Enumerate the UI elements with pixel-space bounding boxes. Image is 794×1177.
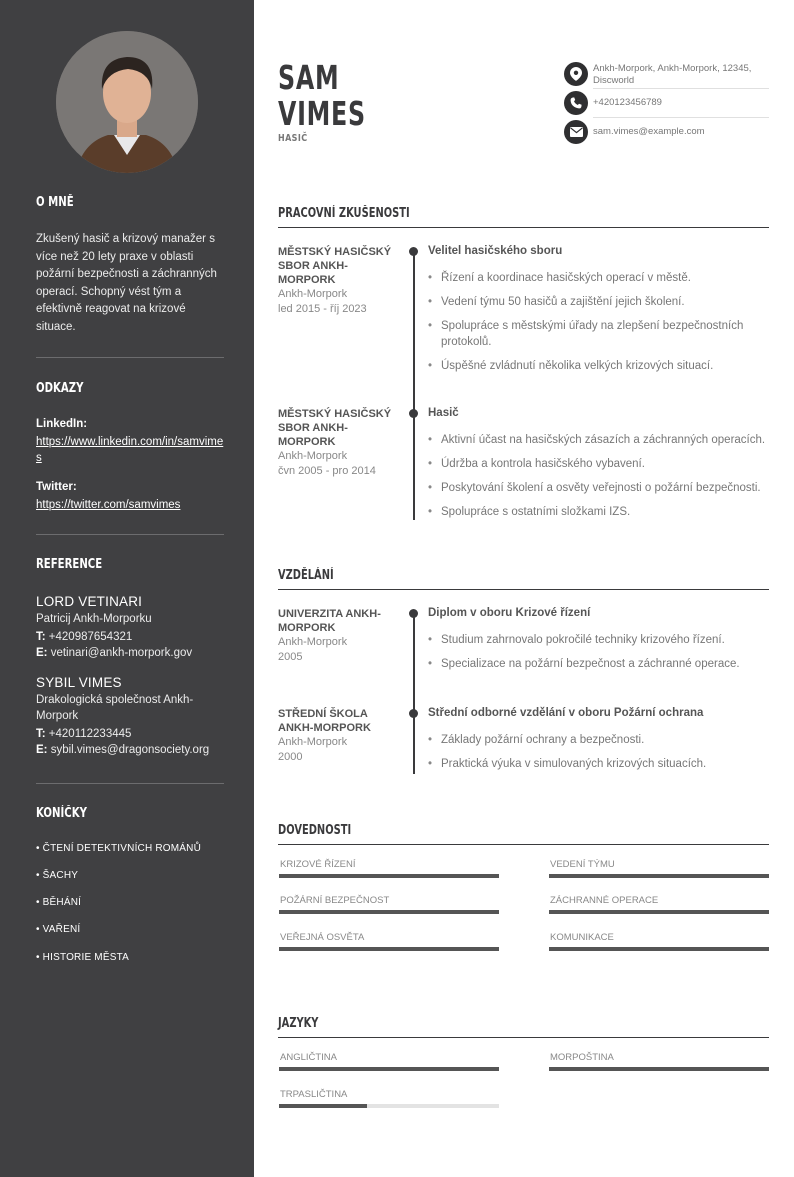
reference-name: SYBIL VIMES (36, 675, 122, 690)
education-degree: Diplom v oboru Krizové řízení (428, 607, 591, 619)
education-bullets (428, 732, 770, 780)
last-name: VIMES (278, 94, 366, 133)
about-heading: O MNĚ (36, 195, 74, 210)
contact-address: Ankh-Morpork, Ankh-Morpork, 12345, Discworld (593, 63, 752, 86)
experience-position: Hasič (428, 407, 459, 419)
education-bullets (428, 632, 770, 680)
reference-name: LORD VETINARI (36, 594, 143, 609)
skill-bar (549, 910, 769, 914)
list-item: • Spolupráce s městskými úřady na zlepšení bezpečnostních protokolů. (428, 318, 770, 350)
hobby-item: • HISTORIE MĚSTA (36, 952, 130, 963)
skill-item (279, 932, 499, 951)
language-bar (549, 1067, 769, 1071)
language-item (549, 1052, 769, 1071)
timeline-dot (409, 247, 418, 256)
skill-bar (279, 947, 499, 951)
skill-item (279, 895, 499, 914)
portrait-image (56, 31, 198, 173)
skills-heading: DOVEDNOSTI (278, 823, 352, 838)
education-location: Ankh-Morpork (278, 736, 348, 748)
list-item: • Základy požární ochrany a bezpečnosti. (428, 732, 770, 748)
reference-phone: T: +420987654321 (36, 630, 133, 643)
divider (36, 783, 224, 784)
section-rule (278, 227, 769, 228)
about-text: Zkušený hasič a krizový manažer s více než 20 lety praxe v oblasti požární bezpečnosti a záchranných operací. Schopný vést tým a efektivně reagovat na krizové situace. (36, 233, 217, 333)
skill-label: VEDENÍ TÝMU (550, 859, 615, 870)
location-icon (564, 62, 588, 86)
reference-item (36, 674, 224, 758)
skill-label: KOMUNIKACE (550, 932, 614, 943)
job-role: HASIČ (278, 133, 308, 144)
section-rule (278, 589, 769, 590)
reference-item (36, 593, 224, 661)
skill-bar (279, 874, 499, 878)
list-item: • Praktická výuka v simulovaných krizových situacích. (428, 756, 770, 772)
skill-item (549, 895, 769, 914)
twitter-label: Twitter: (36, 481, 77, 493)
section-rule (278, 844, 769, 845)
experience-location: Ankh-Morpork (278, 450, 348, 462)
skill-item (279, 859, 499, 878)
linkedin-label: LinkedIn: (36, 418, 88, 430)
references-heading: REFERENCE (36, 557, 103, 572)
language-label: TRPASLIČTINA (280, 1089, 348, 1100)
education-heading: VZDĚLÁNÍ (278, 568, 334, 583)
divider (36, 357, 224, 358)
twitter-link[interactable]: https://twitter.com/samvimes (36, 498, 181, 511)
hobbies-heading: KONÍČKY (36, 806, 87, 821)
sidebar (0, 0, 254, 1177)
hobby-item: • ČTENÍ DETEKTIVNÍCH ROMÁNŮ (36, 843, 202, 854)
list-item: • Spolupráce s ostatními složkami IZS. (428, 504, 770, 520)
section-rule (278, 1037, 769, 1038)
email-icon (564, 120, 588, 144)
contact-phone[interactable]: +420123456789 (593, 97, 662, 108)
experience-bullets (428, 432, 770, 528)
links-heading: ODKAZY (36, 381, 84, 396)
language-item (279, 1089, 499, 1108)
experience-org: MĚSTSKÝ HASIČSKÝ SBOR ANKH-MORPORK Ankh-Morpork čvn 2005 - pro 2014 (278, 407, 398, 479)
language-item (279, 1052, 499, 1071)
skill-label: ZÁCHRANNÉ OPERACE (550, 895, 659, 906)
hobby-item: • ŠACHY (36, 870, 79, 881)
languages-heading: JAZYKY (278, 1016, 319, 1031)
language-label: ANGLIČTINA (280, 1052, 338, 1063)
experience-timeline (413, 252, 415, 520)
reference-email: E: sybil.vimes@dragonsociety.org (36, 743, 210, 756)
reference-org: Patricij Ankh-Morporku (36, 612, 152, 625)
list-item: • Vedení týmu 50 hasičů a zajištění jejich školení. (428, 294, 770, 310)
hobby-item: • BĚHÁNÍ (36, 897, 82, 908)
phone-icon (564, 91, 588, 115)
reference-org: Drakologická společnost Ankh-Morpork (36, 693, 194, 722)
list-item: • Úspěšné zvládnutí několika velkých krizových situací. (428, 358, 770, 374)
reference-phone: T: +420112233445 (36, 727, 132, 740)
education-dates: 2000 (278, 751, 303, 763)
list-item: • Specializace na požární bezpečnost a záchranné operace. (428, 656, 770, 672)
skill-label: KRIZOVÉ ŘÍZENÍ (280, 859, 356, 870)
skill-bar (549, 947, 769, 951)
skill-item (549, 859, 769, 878)
experience-dates: led 2015 - říj 2023 (278, 303, 367, 315)
list-item: • Poskytování školení a osvěty veřejnosti o požární bezpečnosti. (428, 480, 770, 496)
experience-heading: PRACOVNÍ ZKUŠENOSTI (278, 206, 410, 221)
experience-location: Ankh-Morpork (278, 288, 348, 300)
link-block-linkedin (36, 416, 224, 466)
reference-email: E: vetinari@ankh-morpork.gov (36, 646, 193, 659)
education-org: STŘEDNÍ ŠKOLA ANKH-MORPORK Ankh-Morpork 2000 (278, 707, 398, 765)
timeline-dot (409, 409, 418, 418)
education-timeline (413, 614, 415, 774)
avatar (56, 31, 198, 173)
first-name: SAM (278, 58, 340, 97)
timeline-dot (409, 609, 418, 618)
timeline-dot (409, 709, 418, 718)
divider (36, 534, 224, 535)
linkedin-link[interactable]: https://www.linkedin.com/in/samvimes (36, 435, 224, 464)
list-item: • Studium zahrnovalo pokročilé techniky krizového řízení. (428, 632, 770, 648)
contact-email[interactable]: sam.vimes@example.com (593, 126, 705, 137)
education-location: Ankh-Morpork (278, 636, 348, 648)
language-label: MORPOŠTINA (550, 1052, 614, 1063)
experience-position: Velitel hasičského sboru (428, 245, 563, 257)
education-degree: Střední odborné vzdělání v oboru Požární ochrana (428, 707, 704, 719)
skill-label: POŽÁRNÍ BEZPEČNOST (280, 895, 390, 906)
list-item: • Aktivní účast na hasičských zásazích a záchranných operacích. (428, 432, 770, 448)
link-block-twitter (36, 479, 224, 513)
divider (593, 117, 769, 118)
list-item: • Údržba a kontrola hasičského vybavení. (428, 456, 770, 472)
skill-bar (549, 874, 769, 878)
language-bar (279, 1104, 499, 1108)
experience-dates: čvn 2005 - pro 2014 (278, 465, 376, 477)
hobby-item: • VAŘENÍ (36, 924, 81, 935)
education-dates: 2005 (278, 651, 303, 663)
list-item: • Řízení a koordinace hasičských operací v městě. (428, 270, 770, 286)
skill-item (549, 932, 769, 951)
language-bar (279, 1067, 499, 1071)
skill-bar (279, 910, 499, 914)
divider (593, 88, 769, 89)
experience-bullets (428, 270, 770, 382)
experience-org: MĚSTSKÝ HASIČSKÝ SBOR ANKH-MORPORK Ankh-Morpork led 2015 - říj 2023 (278, 245, 398, 317)
education-org: UNIVERZITA ANKH-MORPORK Ankh-Morpork 2005 (278, 607, 398, 665)
skill-label: VEŘEJNÁ OSVĚTA (280, 932, 365, 943)
